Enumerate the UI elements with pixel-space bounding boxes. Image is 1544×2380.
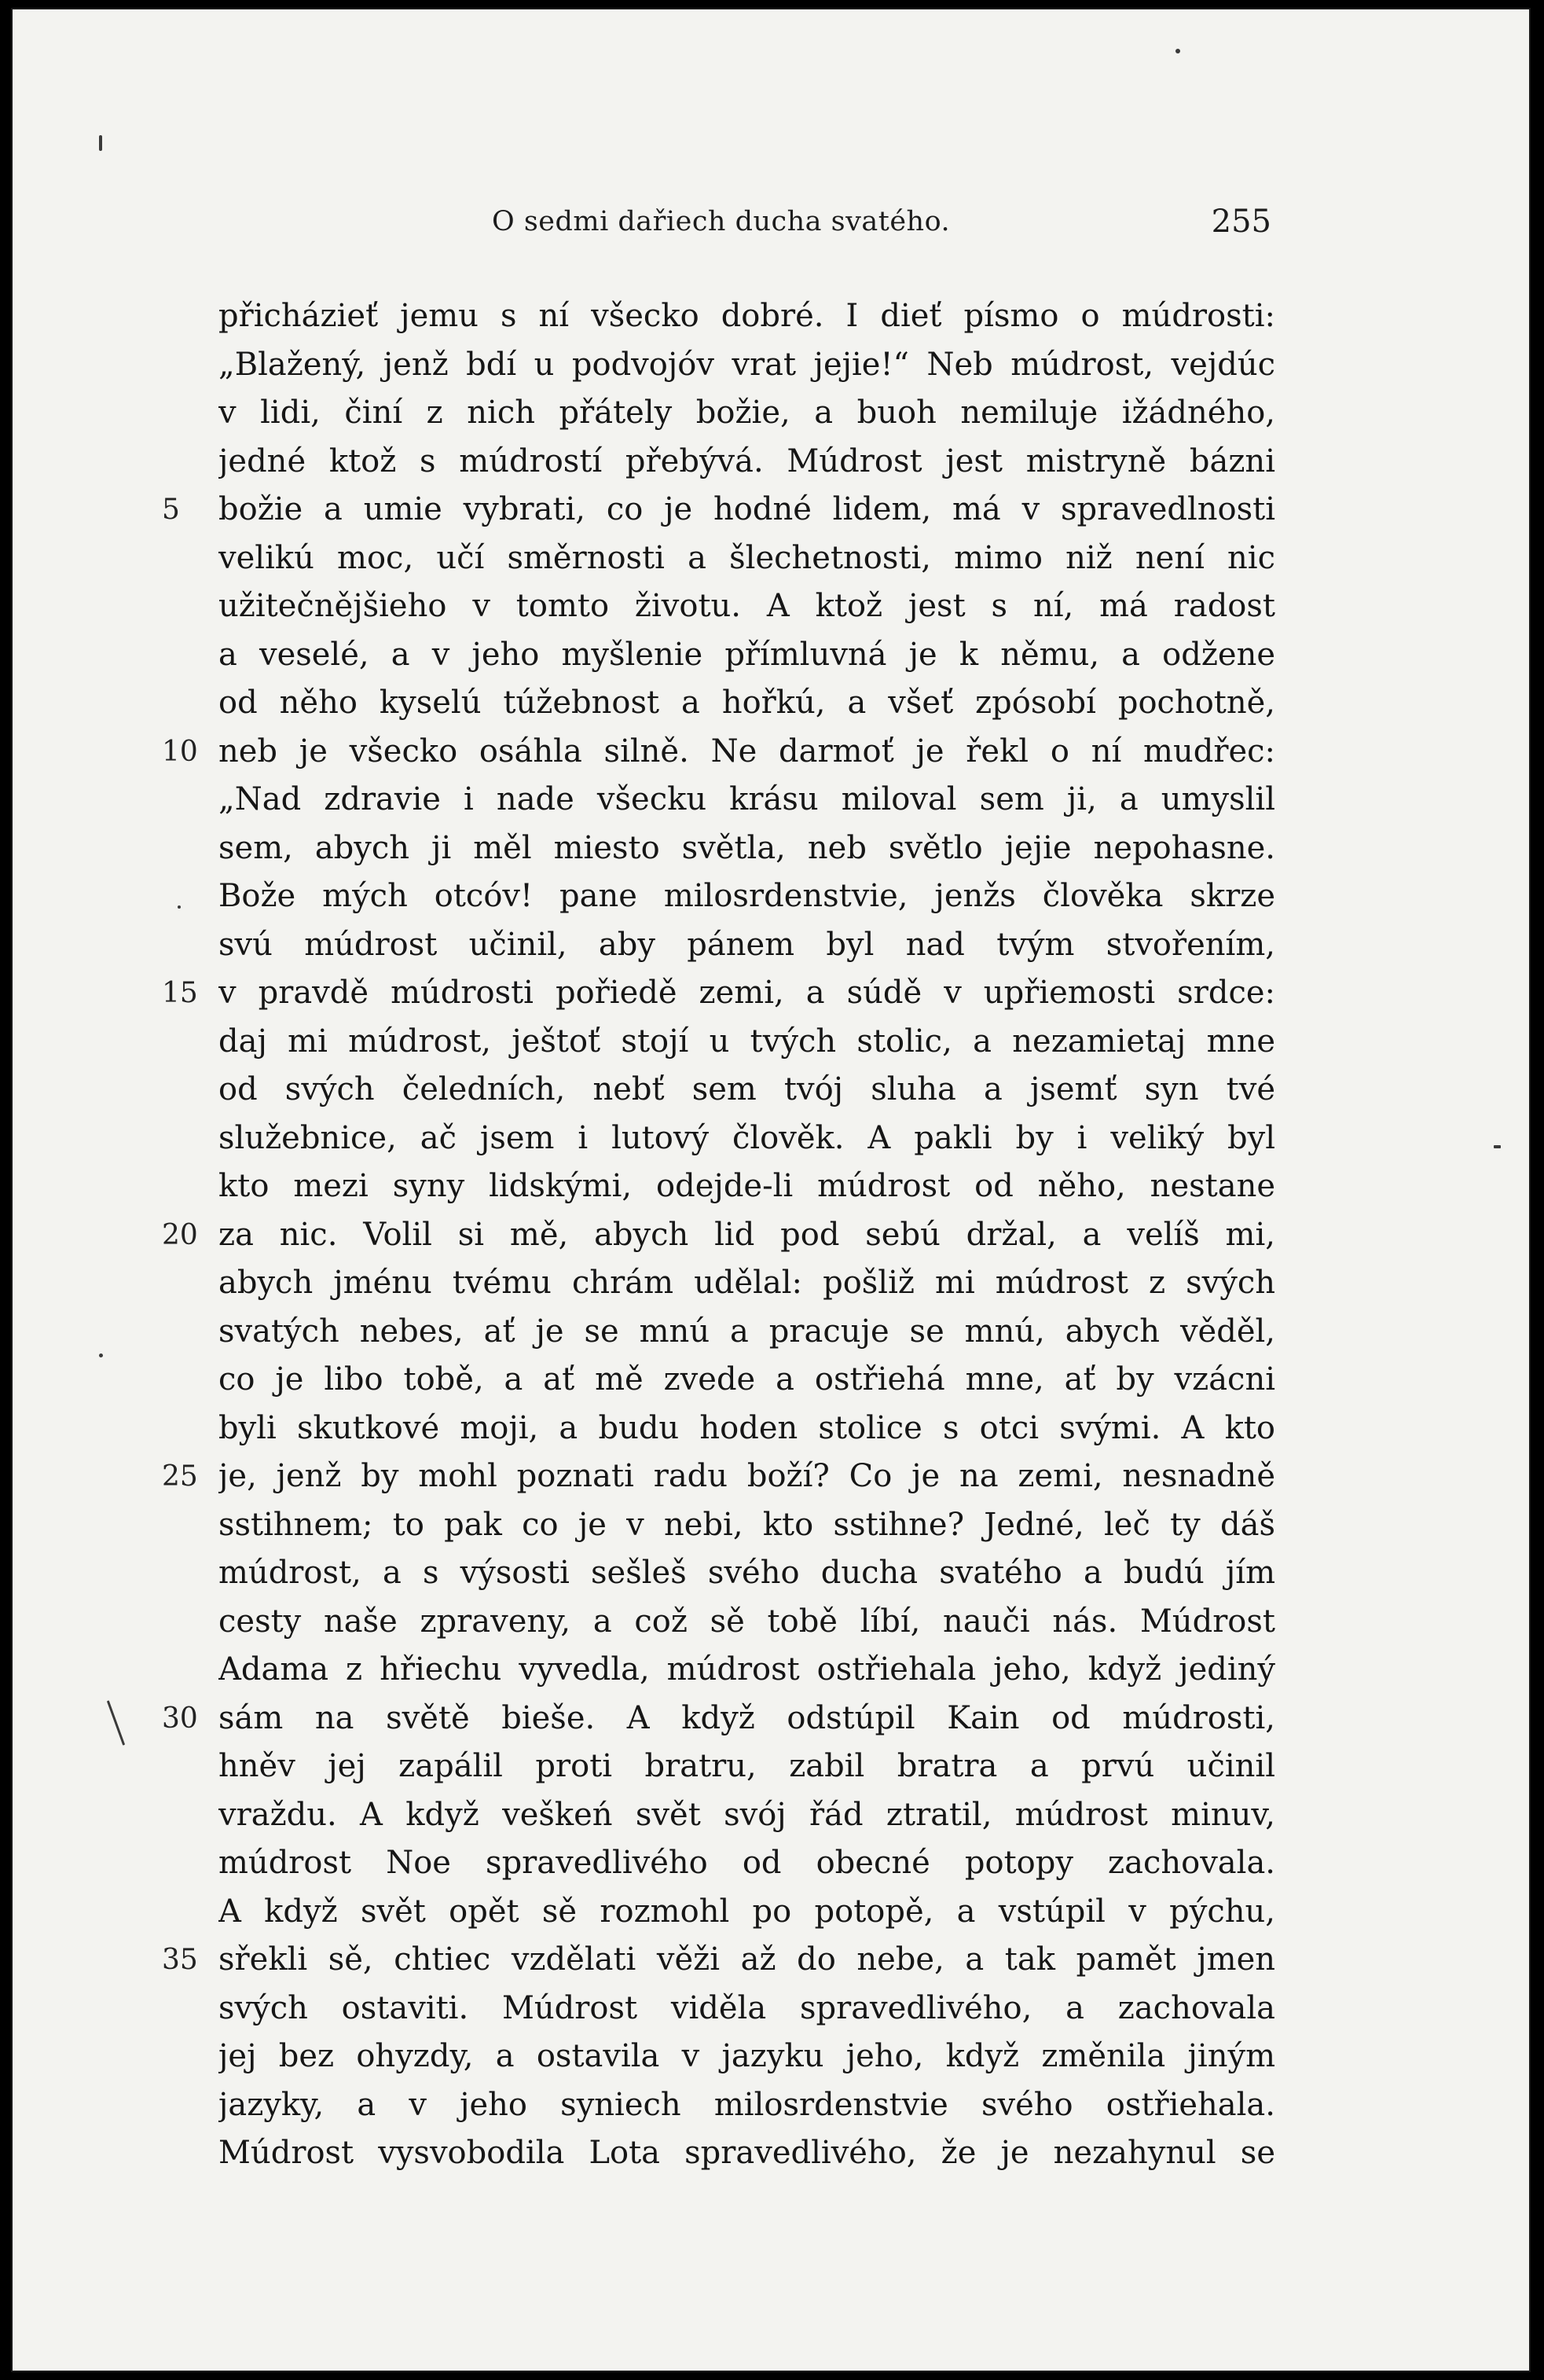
line-text: přicházieť jemu s ní všecko dobré. I dieť písmo o múdrosti: [218,298,1275,334]
line-text: Adama z hřiechu vyvedla, múdrost ostřiehala jeho, když jediný [218,1651,1275,1688]
text-line [162,2129,1285,2178]
text-line [162,1308,1285,1357]
text-line [162,1259,1285,1308]
line-text: Bože mých otcóv! pane milosrdenstvie, jenžs člověka skrze [218,878,1275,914]
speck-mark [1175,49,1180,53]
text-line [162,1501,1285,1550]
line-text: cesty naše zpraveny, a což sě tobě líbí, nauči nás. Múdrost [218,1603,1275,1640]
line-text: jedné ktož s múdrostí přebývá. Múdrost jest mistryně bázni [218,443,1275,479]
line-text: sstihnem; to pak co je v nebi, kto sstihne? Jedné, leč ty dáš [218,1506,1275,1543]
line-text: kto mezi syny lidskými, odejde-li múdrost od něho, nestane [218,1168,1275,1204]
line-text: v pravdě múdrosti pořiedě zemi, a súdě v upřiemosti srdce: [218,975,1275,1011]
line-number: 15 [162,977,198,1009]
text-line [162,825,1285,873]
text-line [162,1066,1285,1115]
text-line [162,1549,1285,1598]
line-text: neb je všecko osáhla silně. Ne darmoť je řekl o ní mudřec: [218,733,1275,769]
body-text [162,292,1285,2178]
line-number: 30 [162,1702,198,1735]
text-line [162,1356,1285,1405]
line-text: svú múdrost učinil, aby pánem byl nad tvým stvořením, [218,926,1275,963]
line-number: 10 [162,735,198,768]
line-text: svatých nebes, ať je se mnú a pracuje se mnú, abych věděl, [218,1313,1275,1350]
text-line [162,534,1285,583]
line-text: sem, abych ji měl miesto světla, neb světlo jejie nepohasne. [218,829,1275,866]
line-text: „Nad zdravie i nade všecku krásu miloval sem ji, a umyslil [218,781,1275,817]
line-text: sřekli sě, chtiec vzdělati věži až do nebe, a tak pamět jmen [218,1941,1275,1978]
line-text: jej bez ohyzdy, a ostavila v jazyku jeho, když změnila jiným [218,2038,1275,2074]
line-text: od svých čeledních, nebť sem tvój sluha a jsemť syn tvé [218,1071,1275,1107]
line-text: velikú moc, učí směrnosti a šlechetnosti, mimo niž není nic [218,539,1275,576]
text-line [162,389,1285,438]
line-number: 25 [162,1460,198,1493]
text-line [162,2033,1285,2081]
line-number: 35 [162,1944,198,1976]
text-line [162,1018,1285,1067]
line-text: za nic. Volil si mě, abych lid pod sebú držal, a velíš mi, [218,1216,1275,1253]
text-line [162,1405,1285,1453]
text-line [162,1839,1285,1888]
text-line [162,292,1285,341]
speck-mark [99,1353,103,1357]
text-line [162,486,1285,534]
line-number: 20 [162,1218,198,1251]
line-text: daj mi múdrost, ještoť stojí u tvých stolic, a nezamietaj mne [218,1023,1275,1060]
line-text: je, jenž by mohl poznati radu boží? Co je na zemi, nesnadně [218,1458,1275,1494]
line-text: múdrost Noe spravedlivého od obecné potopy zachovala. [218,1845,1275,1881]
text-line [162,1162,1285,1211]
speck-mark [1494,1145,1501,1148]
text-line [162,1985,1285,2033]
line-text: a veselé, a v jeho myšlenie přímluvná je k němu, a odžene [218,636,1275,673]
text-line [162,1888,1285,1937]
text-line [162,631,1285,680]
line-text: vraždu. A když veškeń svět svój řád ztratil, múdrost minuv, [218,1796,1275,1833]
line-text: od něho kyselú túžebnost a hořkú, a všeť zpósobí pochotně, [218,685,1275,721]
text-line [162,1115,1285,1163]
text-line [162,1791,1285,1840]
text-line [162,1695,1285,1743]
text-line [162,1646,1285,1695]
text-line [162,582,1285,631]
page-header [218,198,1271,245]
line-text: abych jménu tvému chrám udělal: pošliž mi múdrost z svých [218,1265,1275,1301]
text-line [162,1936,1285,1985]
text-line [162,679,1285,728]
book-page [11,8,1531,2372]
line-text: A když svět opět sě rozmohl po potopě, a vstúpil v pýchu, [218,1893,1275,1930]
line-text: v lidi, činí z nich přátely božie, a buoh nemiluje ižádného, [218,395,1275,431]
line-text: hněv jej zapálil proti bratru, zabil bratra a prvú učinil [218,1748,1275,1784]
speck-mark [178,905,181,909]
line-text: jazyky, a v jeho syniech milosrdenstvie svého ostřiehala. [218,2086,1275,2123]
text-line [162,1211,1285,1260]
text-line [162,921,1285,970]
text-line [162,2081,1285,2130]
line-text: svých ostaviti. Múdrost viděla spravedlivého, a zachovala [218,1989,1275,2026]
speck-mark [99,135,102,151]
text-line [162,872,1285,921]
line-number: 5 [162,494,180,526]
running-head: O sedmi dařiech ducha svatého. [492,206,951,237]
line-text: božie a umie vybrati, co je hodné lidem, má v spravedlnosti [218,491,1275,527]
line-text: Múdrost vysvobodila Lota spravedlivého, že je nezahynul se [218,2135,1275,2171]
line-text: co je libo tobě, a ať mě zvede a ostřiehá mne, ať by vzácni [218,1361,1275,1398]
text-line [162,969,1285,1018]
line-text: služebnice, ač jsem i lutový člověk. A pakli by i veliký byl [218,1119,1275,1156]
line-text: užitečnějšieho v tomto životu. A ktož jest s ní, má radost [218,588,1275,624]
text-line [162,1743,1285,1791]
line-text: byli skutkové moji, a budu hoden stolice s otci svými. A kto [218,1409,1275,1446]
line-text: sám na světě bieše. A když odstúpil Kain od múdrosti, [218,1699,1275,1736]
page-number: 255 [1211,204,1271,240]
text-line [162,1453,1285,1501]
text-line [162,1598,1285,1647]
speck-mark [107,1700,125,1745]
line-text: múdrost, a s výsosti sešleš svého ducha svatého a budú jím [218,1555,1275,1591]
line-text: „Blažený, jenž bdí u podvojóv vrat jejie!“ Neb múdrost, vejdúc [218,346,1275,383]
text-line [162,438,1285,487]
text-line [162,728,1285,777]
text-line [162,341,1285,390]
text-line [162,776,1285,825]
